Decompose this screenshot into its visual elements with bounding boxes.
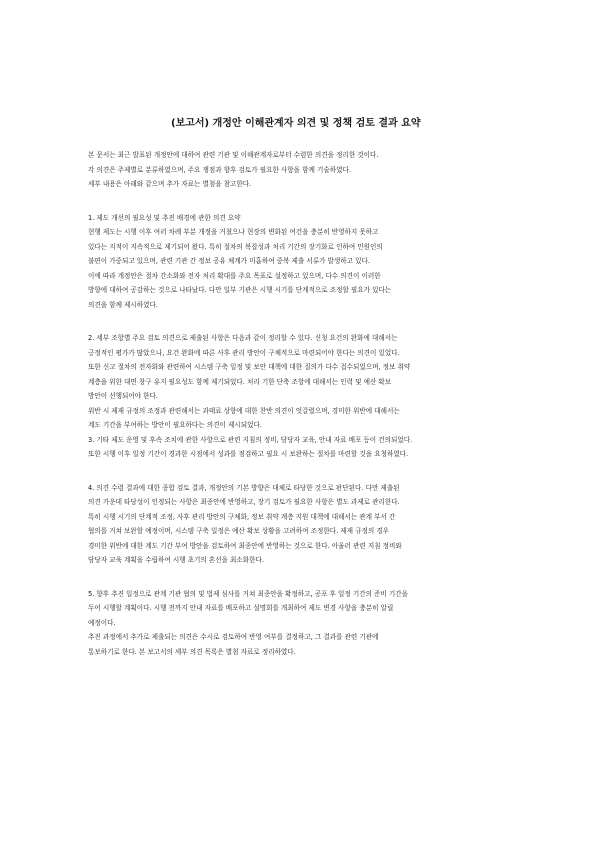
paragraph-line: 계층을 위한 대면 창구 유지 필요성도 함께 제기되었다. 처리 기한 단축 조항에 대해서는 인력 및 예산 확보 xyxy=(88,377,392,386)
paragraph-line: 특히 시행 시기의 단계적 조정, 사후 관리 방안의 구체화, 정보 취약 계층 지원 대책에 대해서는 관계 부서 간 xyxy=(88,512,396,521)
paragraph-line: 세부 내용은 아래와 같으며 추가 자료는 별첨을 참고한다. xyxy=(88,180,252,188)
paragraph-line: 협의를 거쳐 보완할 예정이며, 시스템 구축 일정은 예산 확보 상황을 고려하여 조정한다. 제재 규정의 경우 xyxy=(88,527,390,535)
paragraph-line: 계도 기간을 부여하는 방안이 필요하다는 의견이 제시되었다. xyxy=(88,421,262,429)
paragraph-line: 방안이 선행되어야 한다. xyxy=(88,392,158,400)
paragraph-line: 불편이 가중되고 있으며, 관련 기관 간 정보 공유 체계가 미흡하여 중복 제출 서류가 발생하고 있다. xyxy=(88,257,370,265)
paragraph-intro xyxy=(88,148,508,192)
paragraph-line: 통보하기로 한다. 본 보고서의 세부 의견 목록은 별첨 자료로 정리하였다. xyxy=(88,647,296,656)
document-body xyxy=(88,148,508,678)
paragraph-line: 또한 시행 이후 일정 기간이 경과한 시점에서 성과를 점검하고 필요 시 보완하는 절차를 마련할 것을 요청하였다. xyxy=(88,450,409,458)
paragraph-line: 3. 기타 제도 운영 및 후속 조치에 관한 사항으로 관련 지침의 정비, 담당자 교육, 안내 자료 배포 등이 건의되었다. xyxy=(88,435,413,444)
paragraph-section-1 xyxy=(88,211,508,313)
paragraph-line: 이에 따라 개정안은 절차 간소화와 전자 처리 확대를 주요 목표로 설정하고 있으며, 다수 의견이 이러한 xyxy=(88,271,381,280)
paragraph-section-5 xyxy=(88,587,508,660)
paragraph-line: 의견 가운데 타당성이 인정되는 사항은 최종안에 반영하고, 장기 검토가 필요한 사항은 별도 과제로 관리한다. xyxy=(88,498,400,506)
paragraph-line: 위반 시 제재 규정의 조정과 관련해서는 과태료 상향에 대한 찬반 의견이 엇갈렸으며, 경미한 위반에 대해서는 xyxy=(88,406,400,415)
paragraph-line: 2. 세부 조항별 주요 검토 의견으로 제출된 사항은 다음과 같이 정리할 수 있다. 신청 요건의 완화에 대해서는 xyxy=(88,334,398,342)
paragraph-line: 각 의견은 주제별로 분류하였으며, 주요 쟁점과 향후 검토가 필요한 사항을 함께 기술하였다. xyxy=(88,165,351,174)
paragraph-line: 두어 시행할 계획이다. 시행 전까지 안내 자료를 배포하고 설명회를 개최하여 제도 변경 사항을 충분히 알릴 xyxy=(88,604,394,612)
paragraph-line: 담당자 교육 계획을 수립하여 시행 초기의 혼선을 최소화한다. xyxy=(88,556,265,564)
document-title: (보고서) 개정안 이해관계자 의견 및 정책 검토 결과 요약 xyxy=(171,118,421,129)
paragraph-line: 5. 향후 추진 일정으로 관계 기관 협의 및 법제 심사를 거쳐 최종안을 확정하고, 공포 후 일정 기간의 준비 기간을 xyxy=(88,589,409,598)
paragraph-line: 예정이다. xyxy=(88,618,116,627)
paragraph-line: 방향에 대하여 공감하는 것으로 나타났다. 다만 일부 기관은 시행 시기를 단계적으로 조정할 필요가 있다는 xyxy=(88,286,392,294)
paragraph-section-4 xyxy=(88,481,508,568)
paragraph-line: 4. 의견 수렴 결과에 대한 종합 검토 결과, 개정안의 기본 방향은 대체로 타당한 것으로 판단된다. 다만 제출된 xyxy=(88,483,400,492)
paragraph-line: 긍정적인 평가가 많았으나, 요건 완화에 따른 사후 관리 방안이 구체적으로 마련되어야 한다는 의견이 있었다. xyxy=(88,348,400,357)
paragraph-line: 본 문서는 최근 발표된 개정안에 대하여 관련 기관 및 이해관계자로부터 수렴한 의견을 정리한 것이다. xyxy=(88,151,379,159)
paragraph-line: 있다는 지적이 지속적으로 제기되어 왔다. 특히 절차의 복잡성과 처리 기간의 장기화로 인하여 민원인의 xyxy=(88,242,383,251)
paragraph-line: 경미한 위반에 대한 계도 기간 부여 방안을 검토하여 최종안에 반영하는 것으로 한다. 아울러 관련 지침 정비와 xyxy=(88,541,402,550)
section-heading-line: 1. 제도 개선의 필요성 및 추진 배경에 관한 의견 요약 xyxy=(88,213,241,222)
paragraph-section-2 xyxy=(88,331,508,462)
paragraph-line: 추진 과정에서 추가로 제출되는 의견은 수시로 검토하여 반영 여부를 결정하고, 그 결과를 관련 기관에 xyxy=(88,633,379,641)
paragraph-line: 현행 제도는 시행 이후 여러 차례 부분 개정을 거쳤으나 현장의 변화된 여건을 충분히 반영하지 못하고 xyxy=(88,228,379,236)
paragraph-line: 또한 신고 절차의 전자화와 관련하여 시스템 구축 일정 및 보안 대책에 대한 질의가 다수 접수되었으며, 정보 취약 xyxy=(88,363,411,371)
paragraph-line: 의견을 함께 제시하였다. xyxy=(88,300,158,309)
